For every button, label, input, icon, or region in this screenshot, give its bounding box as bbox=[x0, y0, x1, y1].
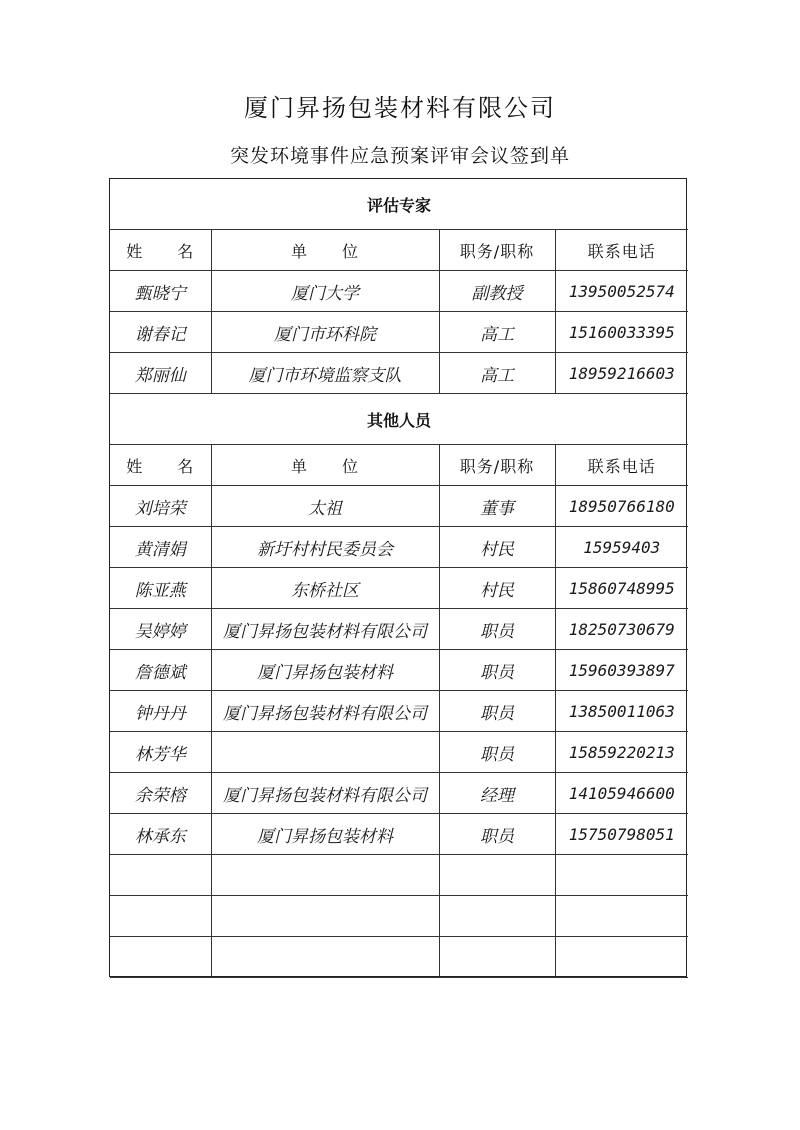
expert-phone-cell: 15160033395 bbox=[555, 312, 688, 353]
expert-row bbox=[110, 271, 688, 312]
header-unit: 单 位 bbox=[211, 445, 439, 486]
sign-in-sheet bbox=[109, 178, 687, 977]
sign-in-table-body bbox=[110, 179, 688, 978]
attendee-position-cell: 职员 bbox=[439, 691, 555, 732]
expert-row bbox=[110, 353, 688, 394]
attendee-unit-cell: 厦门昇扬包装材料 bbox=[211, 814, 439, 855]
header-position: 职务/职称 bbox=[439, 445, 555, 486]
expert-row bbox=[110, 312, 688, 353]
attendee-name-cell bbox=[110, 855, 211, 896]
attendee-row bbox=[110, 527, 688, 568]
attendee-name-cell: 林芳华 bbox=[110, 732, 211, 773]
attendee-row bbox=[110, 486, 688, 527]
attendee-phone-cell: 15959403 bbox=[555, 527, 688, 568]
attendee-row bbox=[110, 609, 688, 650]
attendee-name-cell: 余荣榕 bbox=[110, 773, 211, 814]
sign-in-table bbox=[110, 179, 688, 978]
attendee-row bbox=[110, 937, 688, 978]
expert-unit-cell: 厦门市环科院 bbox=[211, 312, 439, 353]
attendee-position-cell: 村民 bbox=[439, 568, 555, 609]
attendee-phone-cell: 18950766180 bbox=[555, 486, 688, 527]
attendee-row bbox=[110, 650, 688, 691]
attendee-name-cell: 钟丹丹 bbox=[110, 691, 211, 732]
attendee-phone-cell: 18250730679 bbox=[555, 609, 688, 650]
attendee-unit-cell: 厦门昇扬包装材料有限公司 bbox=[211, 773, 439, 814]
attendee-position-cell: 职员 bbox=[439, 609, 555, 650]
header-name: 姓 名 bbox=[110, 230, 211, 271]
expert-name-cell: 谢春记 bbox=[110, 312, 211, 353]
attendee-position-cell: 职员 bbox=[439, 650, 555, 691]
attendee-position-cell bbox=[439, 855, 555, 896]
header-phone: 联系电话 bbox=[555, 445, 688, 486]
attendee-name-cell bbox=[110, 896, 211, 937]
expert-position-cell: 高工 bbox=[439, 312, 555, 353]
attendee-unit-cell bbox=[211, 937, 439, 978]
section-experts-row bbox=[110, 179, 688, 230]
header-phone: 联系电话 bbox=[555, 230, 688, 271]
attendee-name-cell bbox=[110, 937, 211, 978]
attendee-phone-cell: 15960393897 bbox=[555, 650, 688, 691]
expert-unit-cell: 厦门市环境监察支队 bbox=[211, 353, 439, 394]
header-position: 职务/职称 bbox=[439, 230, 555, 271]
expert-phone-cell: 13950052574 bbox=[555, 271, 688, 312]
section-others: 其他人员 bbox=[110, 394, 688, 445]
attendee-name-cell: 黄清娟 bbox=[110, 527, 211, 568]
expert-position-cell: 副教授 bbox=[439, 271, 555, 312]
document-subtitle: 突发环境事件应急预案评审会议签到单 bbox=[229, 145, 570, 167]
attendee-phone-cell: 15750798051 bbox=[555, 814, 688, 855]
section-others-row bbox=[110, 394, 688, 445]
attendee-position-cell: 经理 bbox=[439, 773, 555, 814]
attendee-row bbox=[110, 896, 688, 937]
attendee-position-cell bbox=[439, 896, 555, 937]
attendee-row bbox=[110, 732, 688, 773]
others-header-row bbox=[110, 445, 688, 486]
attendee-unit-cell: 太祖 bbox=[211, 486, 439, 527]
attendee-name-cell: 刘培荣 bbox=[110, 486, 211, 527]
expert-name-cell: 甄晓宁 bbox=[110, 271, 211, 312]
attendee-unit-cell bbox=[211, 855, 439, 896]
attendee-unit-cell bbox=[211, 896, 439, 937]
attendee-row bbox=[110, 773, 688, 814]
attendee-position-cell: 职员 bbox=[439, 814, 555, 855]
expert-position-cell: 高工 bbox=[439, 353, 555, 394]
attendee-position-cell: 董事 bbox=[439, 486, 555, 527]
attendee-row bbox=[110, 814, 688, 855]
attendee-phone-cell: 15859220213 bbox=[555, 732, 688, 773]
attendee-name-cell: 詹德斌 bbox=[110, 650, 211, 691]
attendee-name-cell: 陈亚燕 bbox=[110, 568, 211, 609]
header-name: 姓 名 bbox=[110, 445, 211, 486]
attendee-unit-cell bbox=[211, 732, 439, 773]
attendee-position-cell: 职员 bbox=[439, 732, 555, 773]
attendee-unit-cell: 厦门昇扬包装材料有限公司 bbox=[211, 609, 439, 650]
attendee-phone-cell bbox=[555, 896, 688, 937]
document-title: 厦门昇扬包装材料有限公司 bbox=[244, 94, 556, 122]
attendee-phone-cell bbox=[555, 855, 688, 896]
attendee-row bbox=[110, 568, 688, 609]
attendee-name-cell: 林承东 bbox=[110, 814, 211, 855]
attendee-position-cell: 村民 bbox=[439, 527, 555, 568]
attendee-position-cell bbox=[439, 937, 555, 978]
attendee-unit-cell: 东桥社区 bbox=[211, 568, 439, 609]
attendee-phone-cell: 13850011063 bbox=[555, 691, 688, 732]
attendee-name-cell: 吴婷婷 bbox=[110, 609, 211, 650]
expert-phone-cell: 18959216603 bbox=[555, 353, 688, 394]
attendee-unit-cell: 新圩村村民委员会 bbox=[211, 527, 439, 568]
header-unit: 单 位 bbox=[211, 230, 439, 271]
attendee-phone-cell: 15860748995 bbox=[555, 568, 688, 609]
expert-name-cell: 郑丽仙 bbox=[110, 353, 211, 394]
attendee-unit-cell: 厦门昇扬包装材料有限公司 bbox=[211, 691, 439, 732]
attendee-phone-cell: 14105946600 bbox=[555, 773, 688, 814]
attendee-row bbox=[110, 691, 688, 732]
expert-unit-cell: 厦门大学 bbox=[211, 271, 439, 312]
attendee-phone-cell bbox=[555, 937, 688, 978]
attendee-row bbox=[110, 855, 688, 896]
attendee-unit-cell: 厦门昇扬包装材料 bbox=[211, 650, 439, 691]
section-experts: 评估专家 bbox=[110, 179, 688, 230]
experts-header-row bbox=[110, 230, 688, 271]
